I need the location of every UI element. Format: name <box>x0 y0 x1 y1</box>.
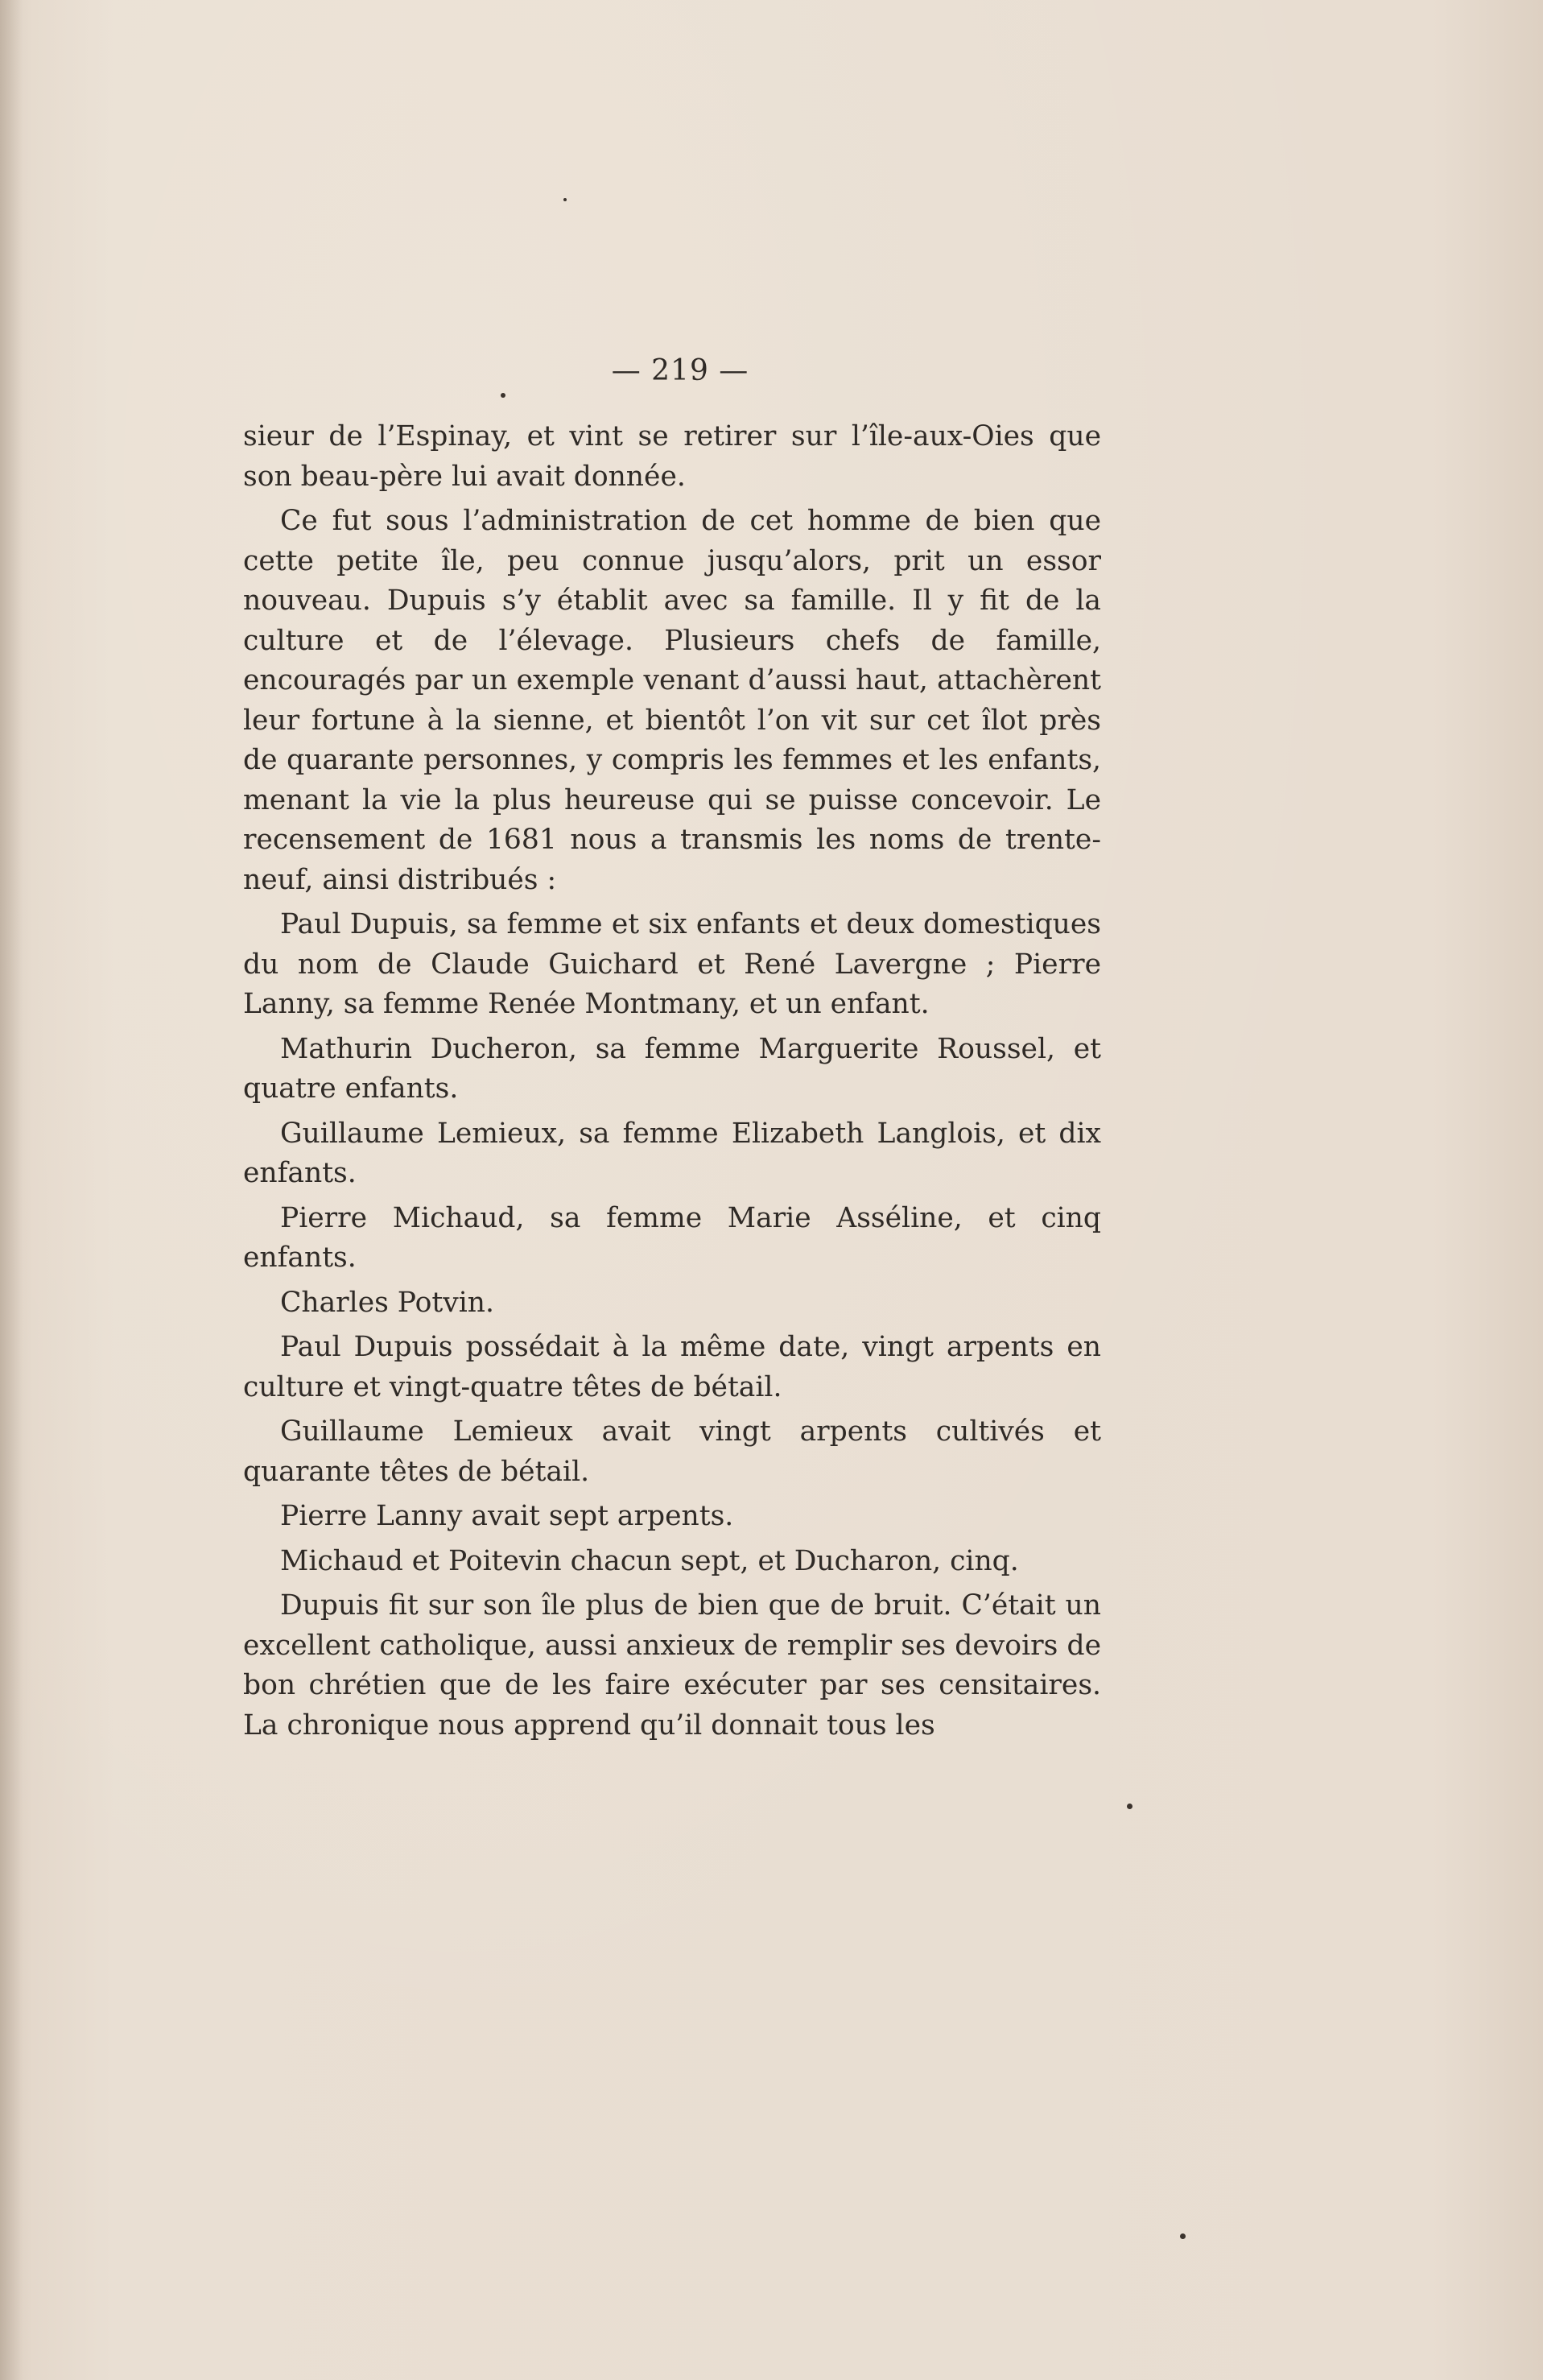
paper-speck <box>1127 1804 1132 1809</box>
paragraph: Ce fut sous l’administration de cet homme de bien que cette petite île, peu connue jusqu’alors, prit un essor nouveau. Dupuis s’y établit avec sa famille. Il y fit de la culture et de l’élevage. Plusieurs chefs de famille, encouragés par un exemple venant d’aussi haut, attachèrent leur fortune à la sienne, et bientôt l’on vit sur cet îlot près de quarante personnes, y compris les femmes et les enfants, menant la vie la plus heureuse qui se puisse concevoir. Le recensement de 1681 nous a transmis les noms de trente-neuf, ainsi distribués : <box>243 505 1101 896</box>
page-number: — 219 — <box>611 354 749 387</box>
paper-speck <box>1180 2233 1186 2239</box>
paragraph: Mathurin Ducheron, sa femme Marguerite Roussel, et quatre enfants. <box>243 1032 1101 1105</box>
paragraph: Pierre Michaud, sa femme Marie Asséline, et cinq enfants. <box>243 1201 1101 1274</box>
paragraph: sieur de l’Espinay, et vint se retirer sur l’île-aux-Oies que son beau-père lui avait donnée. <box>243 420 1101 493</box>
paragraph: Michaud et Poitevin chacun sept, et Ducharon, cinq. <box>280 1544 1019 1577</box>
paragraph: Pierre Lanny avait sept arpents. <box>280 1500 734 1532</box>
paragraph: Guillaume Lemieux avait vingt arpents cultivés et quarante têtes de bétail. <box>243 1415 1101 1488</box>
paragraph: Paul Dupuis possédait à la même date, vingt arpents en culture et vingt-quatre têtes de bétail. <box>243 1331 1101 1403</box>
paper-speck <box>501 393 505 398</box>
paragraph: Paul Dupuis, sa femme et six enfants et deux domestiques du nom de Claude Guichard et René Lavergne ; Pierre Lanny, sa femme Renée Montmany, et un enfant. <box>243 908 1101 1020</box>
paragraph: Dupuis fit sur son île plus de bien que de bruit. C’était un excellent catholique, aussi anxieux de remplir ses devoirs de bon chrétien que de les faire exécuter par ses censitaires. La chronique nous apprend qu’il donnait tous les <box>243 1589 1101 1742</box>
paper-speck <box>563 198 567 201</box>
paragraph: Guillaume Lemieux, sa femme Elizabeth Langlois, et dix enfants. <box>243 1117 1101 1189</box>
body-text <box>243 417 1101 1750</box>
paragraph: Charles Potvin. <box>280 1286 494 1319</box>
